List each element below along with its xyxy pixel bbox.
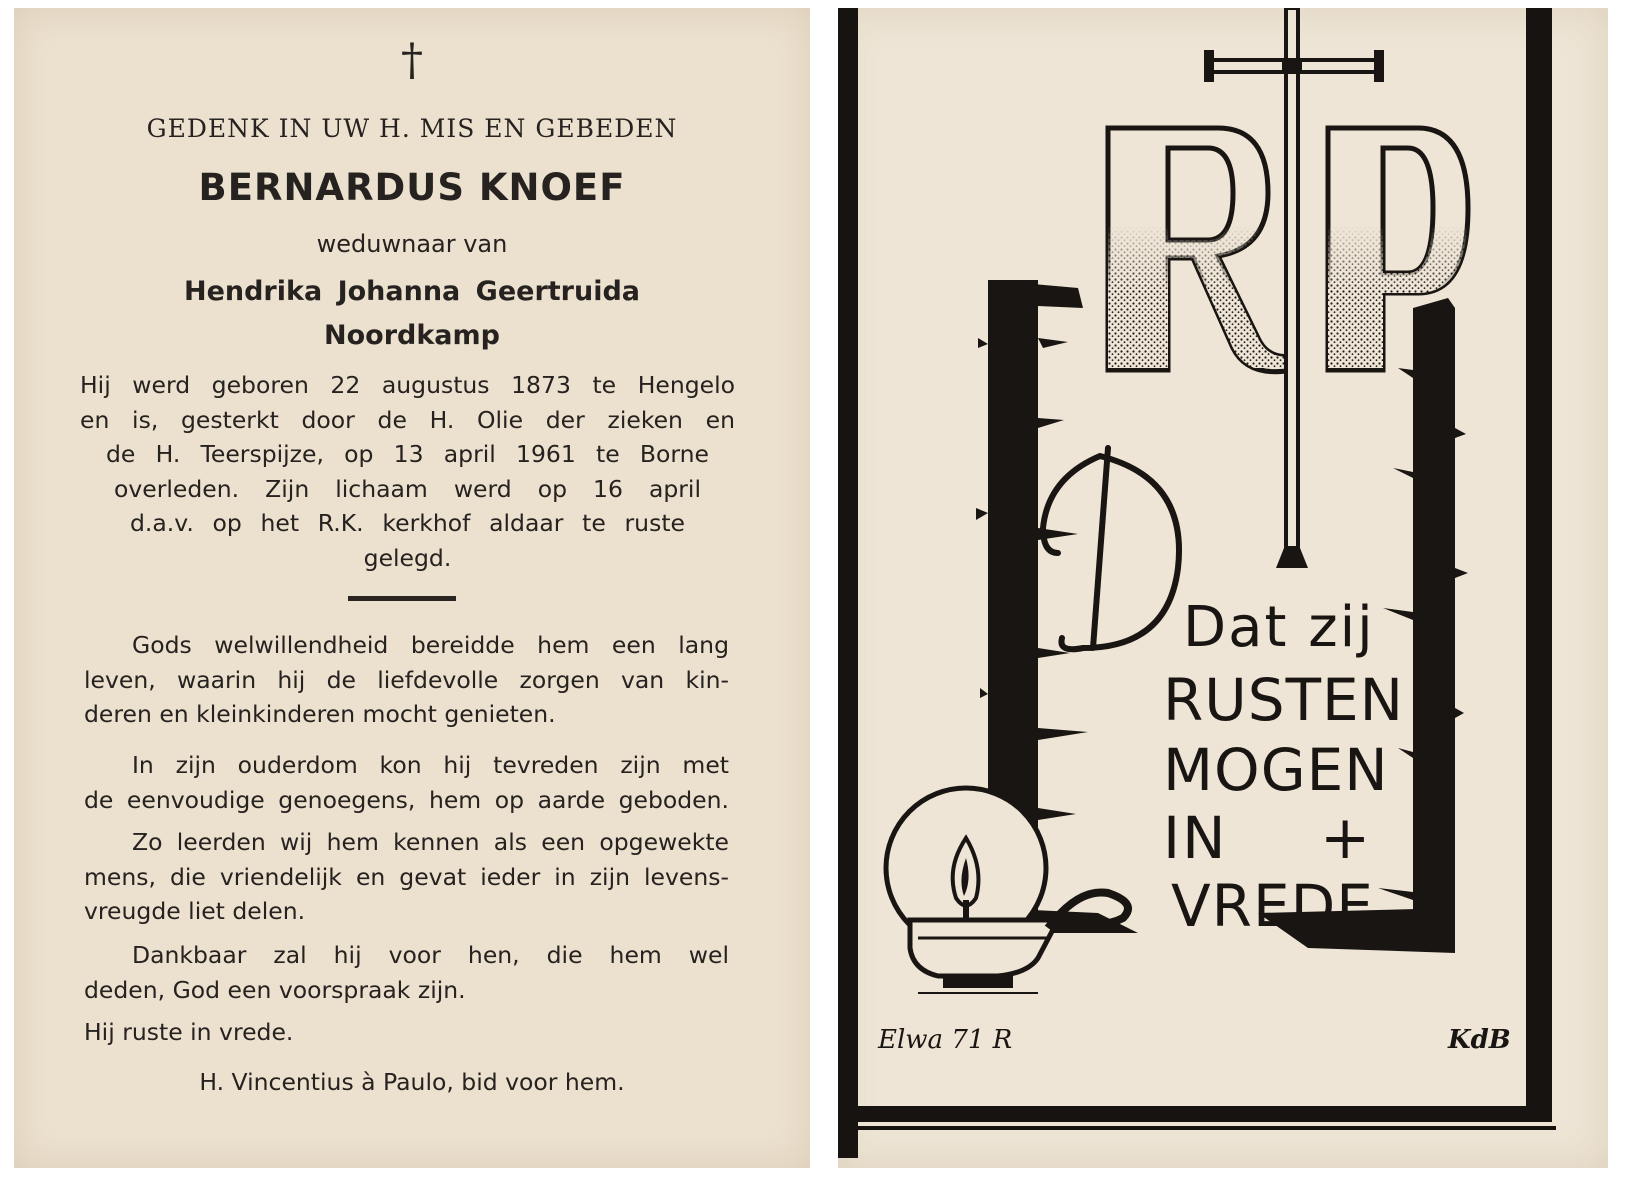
- bio-line: gelegd.: [363, 543, 452, 572]
- closing-invocation: H. Vincentius à Paulo, bid voor hem.: [199, 1068, 625, 1096]
- bio-line: en is, gesterkt door de H. Olie der zieken en: [80, 405, 735, 434]
- paragraph-gratitude: [84, 938, 729, 1050]
- prayer-card-image-side: [838, 8, 1608, 1168]
- para-line: Zo leerden wij hem kennen als een opgewekte: [132, 828, 729, 856]
- verse-line-4: IN: [1163, 804, 1228, 872]
- para-line: leven, waarin hij de liefdevolle zorgen van kin-: [84, 665, 729, 694]
- para-line: Hij ruste in vrede.: [84, 1018, 294, 1047]
- para-line: deren en kleinkinderen mocht genieten.: [84, 700, 556, 729]
- paragraph-longevity: [84, 628, 729, 732]
- para-line: Gods welwillendheid bereidde hem een lang: [132, 631, 729, 659]
- cross-symbol: †: [401, 35, 423, 86]
- bio-line: overleden. Zijn lichaam werd op 16 april: [114, 474, 701, 503]
- artist-initials: KdB: [1448, 1025, 1511, 1055]
- verse-line-2: RUSTEN: [1163, 666, 1405, 734]
- spouse-name-line1: Hendrika Johanna Geertruida: [183, 276, 641, 307]
- verse-line-5: VREDE: [1171, 872, 1374, 940]
- verse-cross: +: [1320, 803, 1371, 873]
- divider-rule: [348, 596, 456, 601]
- relation-text: weduwnaar van: [316, 230, 508, 258]
- print-code: Elwa 71 R: [878, 1025, 1013, 1055]
- spouse-name-line2: Noordkamp: [324, 320, 500, 351]
- bio-line: Hij werd geboren 22 augustus 1873 te Hengelo: [80, 371, 735, 399]
- para-line: In zijn ouderdom kon hij tevreden zijn met: [132, 751, 729, 779]
- para-line: de eenvoudige genoegens, hem op aarde geboden.: [84, 785, 729, 814]
- heading: GEDENK IN UW H. MIS EN GEBEDEN: [146, 114, 678, 143]
- bio-line: d.a.v. op het R.K. kerkhof aldaar te ruste: [130, 509, 685, 538]
- verse-line-3: MOGEN: [1163, 736, 1389, 804]
- paragraph-old-age: [84, 748, 729, 817]
- prayer-card-text-side: [14, 8, 810, 1168]
- para-line: deden, God een voorspraak zijn.: [84, 975, 466, 1004]
- deceased-name: BERNARDUS KNOEF: [198, 166, 626, 209]
- para-line: vreugde liet delen.: [84, 897, 306, 926]
- para-line: mens, die vriendelijk en gevat ieder in zijn levens-: [84, 862, 729, 891]
- oil-lamp-icon: [886, 788, 1128, 993]
- para-line: Dankbaar zal hij voor hen, die hem wel: [132, 941, 729, 969]
- biography-paragraph: [80, 368, 735, 576]
- rip-illustration: [838, 8, 1608, 1168]
- bio-line: de H. Teerspijze, op 13 april 1961 te Borne: [106, 440, 709, 469]
- verse-line-1: Dat zij: [1183, 595, 1375, 660]
- letter-d: [1043, 448, 1179, 649]
- paragraph-character: [84, 825, 729, 929]
